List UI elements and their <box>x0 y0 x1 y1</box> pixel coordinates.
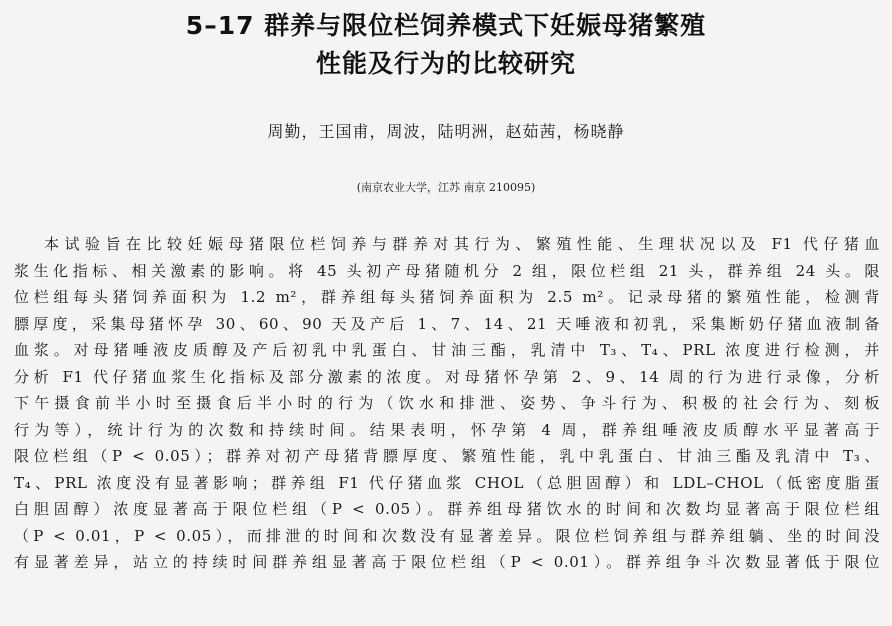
abstract-line: T₄、PRL 浓度没有显著影响；群养组 F1 代仔猪血浆 CHOL（总胆固醇）和 LDL–CHOL（低密度脂蛋 <box>14 473 880 492</box>
abstract-line: 位栏组每头猪饲养面积为 1.2 m²，群养组每头猪饲养面积为 2.5 m²。记录母猪的繁殖性能，检测背 <box>14 288 880 306</box>
abstract-line: 行为等），统计行为的次数和持续时间。结果表明，怀孕第 4 周，群养组唾液皮质醇水平显著高于 <box>14 420 880 439</box>
author-list: 周勤，王国甫，周波，陆明洲，赵茹茜，杨晓静 <box>267 122 625 141</box>
abstract-line: 限位栏组（P < 0.05）；群养对初产母猪背膘厚度、繁殖性能，乳中乳蛋白、甘油三酯及乳清中 T₃、 <box>14 447 880 465</box>
abstract-line: 血浆。对母猪唾液皮质醇及产后初乳中乳蛋白、甘油三酯，乳清中 T₃、T₄、PRL 浓度进行检测，并 <box>14 341 880 359</box>
abstract-line: （P < 0.01，P < 0.05），而排泄的时间和次数没有显著差异。限位栏饲养组与群养组躺、坐的时间没 <box>14 526 880 545</box>
abstract-line: 浆生化指标、相关激素的影响。将 45 头初产母猪随机分 2 组，限位栏组 21 头，群养组 24 头。限 <box>14 261 880 280</box>
paper-title-line-1: 5–17 群养与限位栏饲养模式下妊娠母猪繁殖 <box>185 11 707 40</box>
abstract-line: 膘厚度，采集母猪怀孕 30、60、90 天及产后 1、7、14、21 天唾液和初乳，采集断奶仔猪血液制备 <box>14 314 880 333</box>
abstract-line: 分析 F1 代仔猪血浆生化指标及部分激素的浓度。对母猪怀孕第 2、9、14 周的行为进行录像，分析 <box>14 367 880 386</box>
abstract-body <box>14 231 880 576</box>
abstract-line: 白胆固醇）浓度显著高于限位栏组（P < 0.05）。群养组母猪饮水的时间和次数均显著高于限位栏组 <box>14 500 880 518</box>
abstract-line: 下午摄食前半小时至摄食后半小时的行为（饮水和排泄、姿势、争斗行为、积极的社会行为、刻板 <box>14 394 880 412</box>
paper-title-line-2: 性能及行为的比较研究 <box>315 49 576 78</box>
abstract-line: 本试验旨在比较妊娠母猪限位栏饲养与群养对其行为、繁殖性能、生理状况以及 F1 代仔猪血 <box>44 235 880 253</box>
abstract-line: 有显著差异，站立的持续时间群养组显著高于限位栏组（P < 0.01）。群养组争斗次数显著低于限位 <box>14 553 880 571</box>
affiliation: (南京农业大学，江苏 南京 210095) <box>356 181 536 194</box>
